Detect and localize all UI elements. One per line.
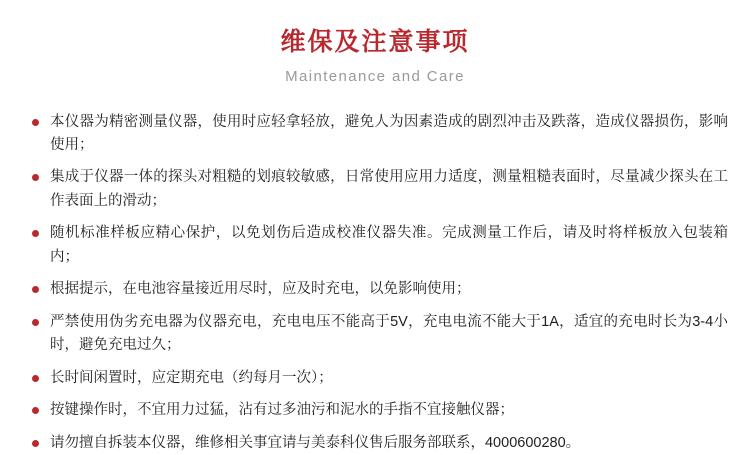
list-item-text: 根据提示，在电池容量接近用尽时，应及时充电，以免影响使用； [50,278,728,301]
list-item [30,367,728,390]
list-item [30,222,728,269]
list-item-text: 集成于仪器一体的探头对粗糙的划痕较敏感，日常使用应用力适度，测量粗糙表面时，尽量减少探头在工作表面上的滑动； [50,166,728,213]
list-item [30,166,728,213]
dot-bullet-icon [32,319,39,326]
dot-bullet-icon [32,119,39,126]
list-item-text: 本仪器为精密测量仪器，使用时应轻拿轻放，避免人为因素造成的剧烈冲击及跌落，造成仪器损伤，影响使用； [50,111,728,158]
dot-bullet-icon [32,407,39,414]
dot-bullet-icon [32,174,39,181]
dot-bullet-icon [32,230,39,237]
dot-bullet-icon [32,440,39,447]
page-title: 维保及注意事项 [0,26,750,59]
dot-bullet-icon [32,375,39,382]
page-header [0,0,750,85]
list-item-text: 请勿擅自拆装本仪器，维修相关事宜请与美泰科仪售后服务部联系，4000600280。 [50,432,728,455]
list-item [30,278,728,301]
list-item [30,111,728,158]
list-item-text: 严禁使用伪劣充电器为仪器充电，充电电压不能高于5V，充电电流不能大于1A，适宜的充电时长为3-4小时，避免充电过久； [50,311,728,358]
list-item-text: 按键操作时，不宜用力过猛，沾有过多油污和泥水的手指不宜接触仪器； [50,399,728,422]
list-item [30,311,728,358]
list-item-text: 长时间闲置时，应定期充电（约每月一次）； [50,367,728,390]
list-item [30,399,728,422]
page-subtitle: Maintenance and Care [0,68,750,85]
list-item-text: 随机标准样板应精心保护，以免划伤后造成校准仪器失准。完成测量工作后，请及时将样板放入包装箱内； [50,222,728,269]
dot-bullet-icon [32,286,39,293]
notes-list [0,111,750,455]
list-item [30,432,728,455]
